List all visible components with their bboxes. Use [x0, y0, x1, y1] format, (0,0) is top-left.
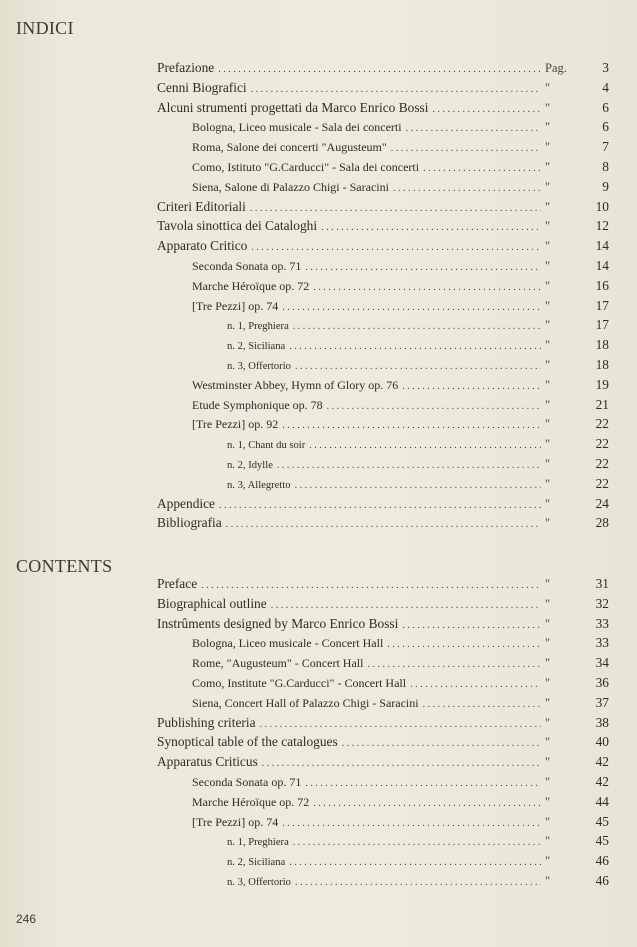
page-prefix: "	[545, 298, 551, 313]
toc-entry-title: [Tre Pezzi] op. 74	[192, 814, 279, 829]
dot-leader	[393, 183, 541, 194]
toc-entry-title: Westminster Abbey, Hymn of Glory op. 76	[192, 377, 399, 392]
dot-leader	[293, 837, 541, 848]
toc-entry-title: Bibliografia	[157, 515, 222, 531]
toc-entry-title: Prefazione	[157, 60, 215, 75]
dot-leader	[313, 798, 541, 809]
page-prefix: "	[545, 755, 551, 770]
toc-entry-title: Marche Héroïque op. 72	[192, 794, 310, 809]
toc-page-number: 34	[595, 655, 609, 671]
toc-page-number: 44	[595, 793, 609, 809]
toc-entry	[157, 853, 609, 873]
toc-entry-title: Appendice	[157, 495, 216, 511]
dot-leader	[271, 600, 541, 611]
toc-entry	[157, 258, 609, 278]
page-prefix: "	[545, 338, 551, 353]
dot-leader	[250, 203, 541, 214]
toc-page-number: 17	[595, 317, 609, 333]
toc-entry	[157, 139, 609, 159]
toc-page-number: 42	[595, 754, 609, 770]
page-prefix: "	[545, 735, 551, 750]
toc-entry-title: Alcuni strumenti progettati da Marco Enrico Bossi	[157, 99, 429, 115]
toc-page-number: 18	[595, 337, 609, 353]
toc-page-number: 22	[595, 416, 609, 432]
dot-leader	[321, 222, 541, 233]
toc-entry	[157, 496, 609, 516]
dot-leader	[282, 420, 541, 431]
toc-page-number: 9	[602, 178, 609, 194]
toc-entry	[157, 199, 609, 219]
toc-page-number: 38	[595, 714, 609, 730]
dot-leader	[277, 460, 541, 471]
toc-entry	[157, 576, 609, 596]
toc-entry-title: Instrûments designed by Marco Enrico Bossi	[157, 615, 399, 631]
toc-entry	[157, 715, 609, 735]
toc-entry	[157, 60, 609, 80]
contents-toc	[157, 576, 609, 893]
page-prefix: "	[545, 417, 551, 432]
toc-entry	[157, 100, 609, 120]
dot-leader	[289, 341, 541, 352]
page-prefix: "	[545, 774, 551, 789]
toc-entry	[157, 734, 609, 754]
dot-leader	[218, 64, 541, 75]
toc-entry	[157, 655, 609, 675]
page-prefix: "	[545, 179, 551, 194]
toc-page-number: 14	[595, 257, 609, 273]
dot-leader	[391, 143, 541, 154]
page-prefix: "	[545, 794, 551, 809]
toc-entry-title: Criteri Editoriali	[157, 198, 246, 214]
indici-toc	[157, 60, 609, 535]
page-prefix: "	[545, 636, 551, 651]
toc-page-number: 6	[602, 119, 609, 135]
toc-entry	[157, 357, 609, 377]
toc-entry-title: n. 3, Allegretto	[227, 479, 291, 491]
page-prefix: "	[545, 516, 551, 531]
toc-entry-title: Seconda Sonata op. 71	[192, 258, 302, 273]
toc-entry-title: Etude Symphonique op. 78	[192, 397, 323, 412]
toc-page-number: 40	[595, 734, 609, 750]
toc-page-number: 16	[595, 277, 609, 293]
page-prefix: "	[545, 834, 551, 849]
page-prefix: "	[545, 616, 551, 631]
toc-page-number: 46	[595, 853, 609, 869]
toc-entry	[157, 616, 609, 636]
toc-entry-title: n. 2, Siciliana	[227, 341, 286, 353]
page-prefix: "	[545, 219, 551, 234]
dot-leader	[262, 758, 541, 769]
toc-entry-title: Preface	[157, 576, 198, 591]
page-prefix: "	[545, 596, 551, 611]
toc-page-number: 37	[595, 694, 609, 710]
page-prefix: "	[545, 159, 551, 174]
page-prefix: "	[545, 140, 551, 155]
toc-entry	[157, 515, 609, 535]
toc-page-number: 22	[595, 455, 609, 471]
toc-entry-title: n. 1, Preghiera	[227, 321, 289, 333]
toc-entry-title: Cenni Biografici	[157, 79, 247, 95]
toc-page-number: 19	[595, 376, 609, 392]
toc-entry	[157, 159, 609, 179]
page-prefix: "	[545, 100, 551, 115]
toc-entry	[157, 754, 609, 774]
page-prefix: "	[545, 120, 551, 135]
dot-leader	[402, 381, 541, 392]
page-prefix: "	[545, 278, 551, 293]
page-prefix: "	[545, 377, 551, 392]
page-prefix: "	[545, 239, 551, 254]
indici-heading: INDICI	[16, 18, 74, 38]
dot-leader	[423, 699, 541, 710]
toc-entry-title: Siena, Concert Hall of Palazzo Chigi - Saracini	[192, 695, 419, 710]
toc-entry	[157, 456, 609, 476]
toc-entry-title: n. 3, Offertorio	[227, 360, 291, 372]
toc-entry-title: n. 1, Preghiera	[227, 837, 289, 849]
dot-leader	[342, 738, 541, 749]
page-prefix: "	[545, 437, 551, 452]
dot-leader	[289, 857, 541, 868]
dot-leader	[282, 302, 541, 313]
dot-leader	[313, 282, 541, 293]
toc-page-number: 45	[595, 833, 609, 849]
toc-entry-title: n. 2, Siciliana	[227, 857, 286, 869]
dot-leader	[387, 639, 541, 650]
page-prefix: "	[545, 476, 551, 491]
toc-entry	[157, 635, 609, 655]
dot-leader	[305, 778, 541, 789]
toc-entry-title: Publishing criteria	[157, 714, 256, 730]
toc-entry	[157, 278, 609, 298]
toc-page-number: 6	[602, 99, 609, 115]
page-prefix: "	[545, 456, 551, 471]
toc-page-number: 10	[595, 198, 609, 214]
toc-entry-title: Synoptical table of the catalogues	[157, 734, 338, 750]
toc-entry-title: Rome, "Augusteum" - Concert Hall	[192, 656, 364, 671]
dot-leader	[367, 659, 541, 670]
toc-entry	[157, 476, 609, 496]
page-prefix: "	[545, 258, 551, 273]
toc-entry	[157, 298, 609, 318]
toc-entry	[157, 80, 609, 100]
toc-page-number: 33	[595, 615, 609, 631]
toc-entry-title: n. 3, Offertorio	[227, 876, 291, 888]
toc-entry	[157, 416, 609, 436]
page-prefix: "	[545, 199, 551, 214]
dot-leader	[295, 361, 541, 372]
page-prefix: "	[545, 577, 551, 591]
toc-entry-title: Marche Héroïque op. 72	[192, 278, 310, 293]
dot-leader	[327, 401, 541, 412]
dot-leader	[293, 321, 541, 332]
toc-page-number: 8	[602, 158, 609, 174]
toc-page-number: 28	[595, 515, 609, 531]
page-prefix: "	[545, 397, 551, 412]
toc-entry	[157, 774, 609, 794]
dot-leader	[295, 877, 541, 888]
page-prefix: "	[545, 357, 551, 372]
page-prefix: "	[545, 675, 551, 690]
toc-entry	[157, 337, 609, 357]
toc-entry-title: Apparatus Criticus	[157, 754, 258, 770]
dot-leader	[251, 242, 541, 253]
toc-entry	[157, 238, 609, 258]
toc-page-number: 46	[595, 872, 609, 888]
page-prefix: "	[545, 656, 551, 671]
dot-leader	[423, 163, 541, 174]
dot-leader	[219, 500, 541, 511]
toc-entry	[157, 397, 609, 417]
page-prefix: "	[545, 873, 551, 888]
dot-leader	[226, 519, 541, 530]
toc-page-number: 18	[595, 356, 609, 372]
page-prefix: "	[545, 854, 551, 869]
toc-entry-title: [Tre Pezzi] op. 74	[192, 298, 279, 313]
toc-entry-title: Siena, Salone di Palazzo Chigi - Saracini	[192, 179, 389, 194]
toc-page-number: 42	[595, 773, 609, 789]
toc-entry-title: Bologna, Liceo musicale - Concert Hall	[192, 636, 384, 651]
toc-page-number: 31	[595, 576, 609, 591]
toc-entry-title: [Tre Pezzi] op. 92	[192, 417, 279, 432]
dot-leader	[305, 262, 541, 273]
toc-entry	[157, 814, 609, 834]
toc-entry	[157, 179, 609, 199]
toc-page-number: 22	[595, 475, 609, 491]
dot-leader	[201, 580, 541, 591]
toc-entry	[157, 317, 609, 337]
dot-leader	[251, 84, 541, 95]
dot-leader	[410, 679, 541, 690]
toc-page-number: 24	[595, 495, 609, 511]
toc-entry	[157, 377, 609, 397]
dot-leader	[295, 480, 541, 491]
toc-entry-title: Roma, Salone dei concerti "Augusteum"	[192, 140, 387, 155]
toc-entry-title: Como, Institute "G.Carducci" - Concert Hall	[192, 675, 407, 690]
toc-entry	[157, 596, 609, 616]
dot-leader	[406, 123, 541, 134]
page-prefix: "	[545, 80, 551, 95]
dot-leader	[402, 620, 541, 631]
toc-page-number: 32	[595, 595, 609, 611]
toc-entry-title: Biographical outline	[157, 595, 267, 611]
toc-entry-title: Como, Istituto "G.Carducci" - Sala dei concerti	[192, 159, 420, 174]
toc-entry-title: Apparato Critico	[157, 238, 248, 254]
toc-entry	[157, 436, 609, 456]
dot-leader	[260, 719, 541, 730]
toc-entry	[157, 794, 609, 814]
page-prefix: Pag.	[545, 61, 567, 75]
page-prefix: "	[545, 814, 551, 829]
toc-page-number: 3	[602, 60, 609, 75]
toc-entry	[157, 218, 609, 238]
toc-page-number: 4	[602, 79, 609, 95]
dot-leader	[432, 104, 541, 115]
toc-entry	[157, 873, 609, 893]
toc-entry	[157, 119, 609, 139]
toc-page-number: 22	[595, 436, 609, 452]
toc-page-number: 12	[595, 218, 609, 234]
toc-page-number: 14	[595, 238, 609, 254]
page-number: 246	[16, 912, 37, 926]
toc-entry-title: Bologna, Liceo musicale - Sala dei concerti	[192, 120, 402, 135]
toc-entry-title: n. 1, Chant du soir	[227, 440, 306, 452]
toc-page-number: 36	[595, 674, 609, 690]
toc-entry-title: Seconda Sonata op. 71	[192, 774, 302, 789]
contents-heading: CONTENTS	[16, 556, 113, 576]
toc-page-number: 7	[602, 139, 609, 155]
toc-page-number: 21	[595, 396, 609, 412]
toc-page-number: 45	[595, 813, 609, 829]
page-prefix: "	[545, 695, 551, 710]
page-prefix: "	[545, 715, 551, 730]
toc-entry-title: n. 2, Idylle	[227, 459, 273, 471]
toc-entry-title: Tavola sinottica dei Cataloghi	[157, 218, 318, 234]
dot-leader	[309, 440, 541, 451]
dot-leader	[282, 818, 541, 829]
toc-page-number: 33	[595, 635, 609, 651]
page-prefix: "	[545, 318, 551, 333]
page-prefix: "	[545, 496, 551, 511]
toc-entry	[157, 695, 609, 715]
toc-page-number: 17	[595, 297, 609, 313]
toc-entry	[157, 675, 609, 695]
toc-entry	[157, 833, 609, 853]
